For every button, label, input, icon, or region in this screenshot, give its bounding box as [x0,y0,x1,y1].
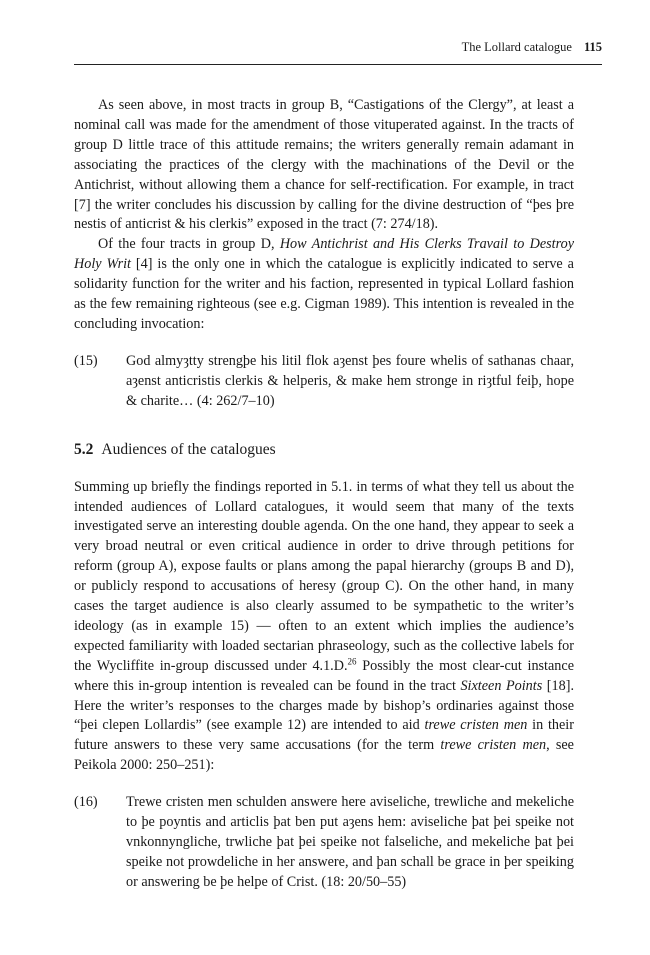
example-16-number: (16) [74,794,98,811]
footnote-marker: 26 [347,656,357,667]
example-15-number: (15) [74,352,98,369]
section-number: 5.2 [74,440,94,458]
running-header [74,40,602,65]
paragraph-3-part2: Possibly the most clear-cut instance where this in-group intention is revealed can be found in the tract [74,657,574,694]
example-15 [74,352,574,412]
paragraph-3 [74,478,574,777]
paragraph-2-prefix: Of the four tracts in group D, [98,236,280,253]
paragraph-3-part1: Summing up briefly the findings reported in 5.1. in terms of what they tell us about the intended audiences of Lollard catalogues, it would seem that many of the texts investigated serve an interesting double agenda. On the one hand, they appear to seek a very broad neutral or even critical audience in order to drive through petitions for reform (group A), expose faults or plans among the papal hierarchy (groups B and D), or publicly respond to accusations of heresy (group C). On the other hand, in many cases the target audience is also clearly assumed to be sympathetic to the writer’s ideology (as in example 15) — often to an extent which implies the audience’s expected familiarity with loaded sectarian phraseology, such as the collective labels for the Wycliffite in-group discussed under 4.1.D. [74,478,574,674]
page-body [74,96,574,893]
example-16-quote: Trewe cristen men schulden answere here aviseliche, trewliche and mekeliche to þe poyntis and articlis þat ben put aȝens hem: aviseliche þat þei speike not vnkonnyngliche, trwliche þat þei speike not falseliche, and mekeliche þat þei speike not prowdeliche in her answere, and þan schall be grace in þer speiking or answering be þe helpe of Crist. (18: 20/50–55) [126,794,574,890]
trewe-cristen-men-italic-2: trewe cristen men [440,737,547,754]
example-15-quote: God almyȝtty strengþe his litil flok aȝenst þes foure whelis of sathanas chaar, aȝenst anticristis clerkis & helperis, & make hem stronge in riȝtful feiþ, hope & charite… (4: 262/7–10) [126,352,574,409]
page-number: 115 [583,40,602,54]
section-heading [74,440,574,460]
paragraph-2-suffix: [4] is the only one in which the catalogue is explicitly indicated to serve a solidarity function for the writer and his faction, represented in typical Lollard fashion as the few remaining righteous (see e.g. Cigman 1989). This intention is revealed in the concluding invocation: [74,256,574,332]
paragraph-1: As seen above, in most tracts in group B, “Castigations of the Clergy”, at least a nominal call was made for the amendment of those vituperated against. In the tracts of group D little trace of this attitude remains; the writers generally remain adamant in associating the practices of the clergy with the machinations of the Devil or the Antichrist, without allowing them a chance for self-rectification. For example, in tract [7] the writer concludes his discussion by calling for the divine destruction of “þes þre nestis of anticrist & his clerkis” exposed in the tract (7: 274/18). [74,97,574,233]
paragraph-2 [74,235,574,335]
trewe-cristen-men-italic-1: trewe cristen men [424,717,528,734]
paragraph-3-part5: , see Peikola 2000: 250–251): [74,737,574,774]
paragraph-3-part4: in their future answers to these very same accusations (for the term [74,717,574,754]
tract-title-italic: How Antichrist and His Clerks Travail to Destroy Holy Writ [74,236,574,273]
section-title: Audiences of the catalogues [101,440,276,458]
sixteen-points-italic: Sixteen Points [460,677,543,694]
paragraph-3-part3: [18]. Here the writer’s responses to the charges made by bishop’s ordinaries against those “þei clepen Lollardis” (see example 12) are intended to aid [74,677,574,734]
example-16 [74,793,574,893]
running-title: The Lollard catalogue [461,40,572,54]
